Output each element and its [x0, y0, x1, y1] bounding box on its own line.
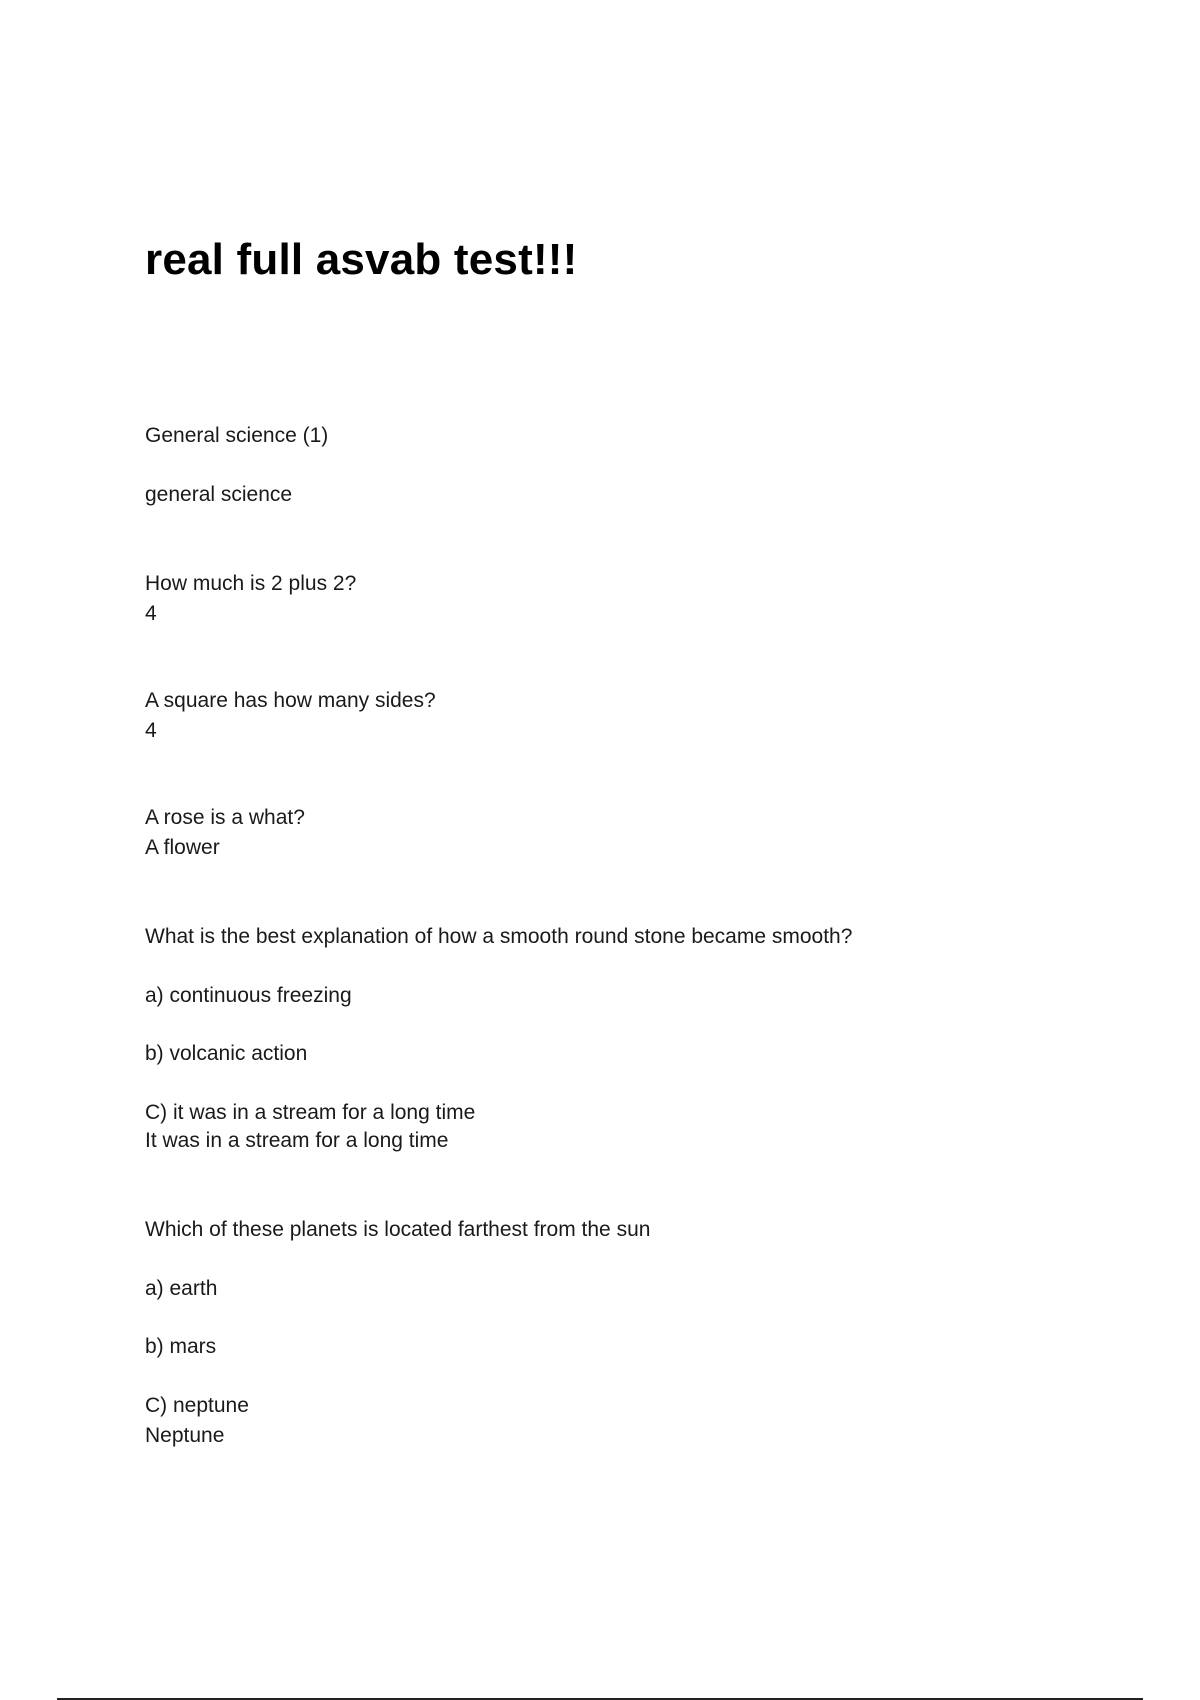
question-option: a) earth — [145, 1277, 218, 1300]
section-heading: General science (1) — [145, 424, 329, 447]
question-prompt: How much is 2 plus 2? — [145, 572, 357, 595]
section-subheading: general science — [145, 483, 293, 506]
page-title: real full asvab test!!! — [145, 235, 578, 284]
question-prompt: What is the best explanation of how a smooth round stone became smooth? — [145, 925, 853, 948]
question-prompt: A square has how many sides? — [145, 689, 436, 712]
question-prompt: Which of these planets is located farthest from the sun — [145, 1218, 651, 1241]
question-answer: Neptune — [145, 1424, 225, 1447]
question-answer: A flower — [145, 836, 220, 859]
question-answer: 4 — [145, 719, 157, 742]
question-answer: 4 — [145, 602, 157, 625]
question-option: C) neptune — [145, 1394, 249, 1417]
question-option: b) mars — [145, 1335, 217, 1358]
question-prompt: A rose is a what? — [145, 806, 305, 829]
question-option: b) volcanic action — [145, 1042, 308, 1065]
question-option: a) continuous freezing — [145, 984, 352, 1007]
question-answer: It was in a stream for a long time — [145, 1129, 449, 1152]
question-option: C) it was in a stream for a long time — [145, 1101, 476, 1124]
